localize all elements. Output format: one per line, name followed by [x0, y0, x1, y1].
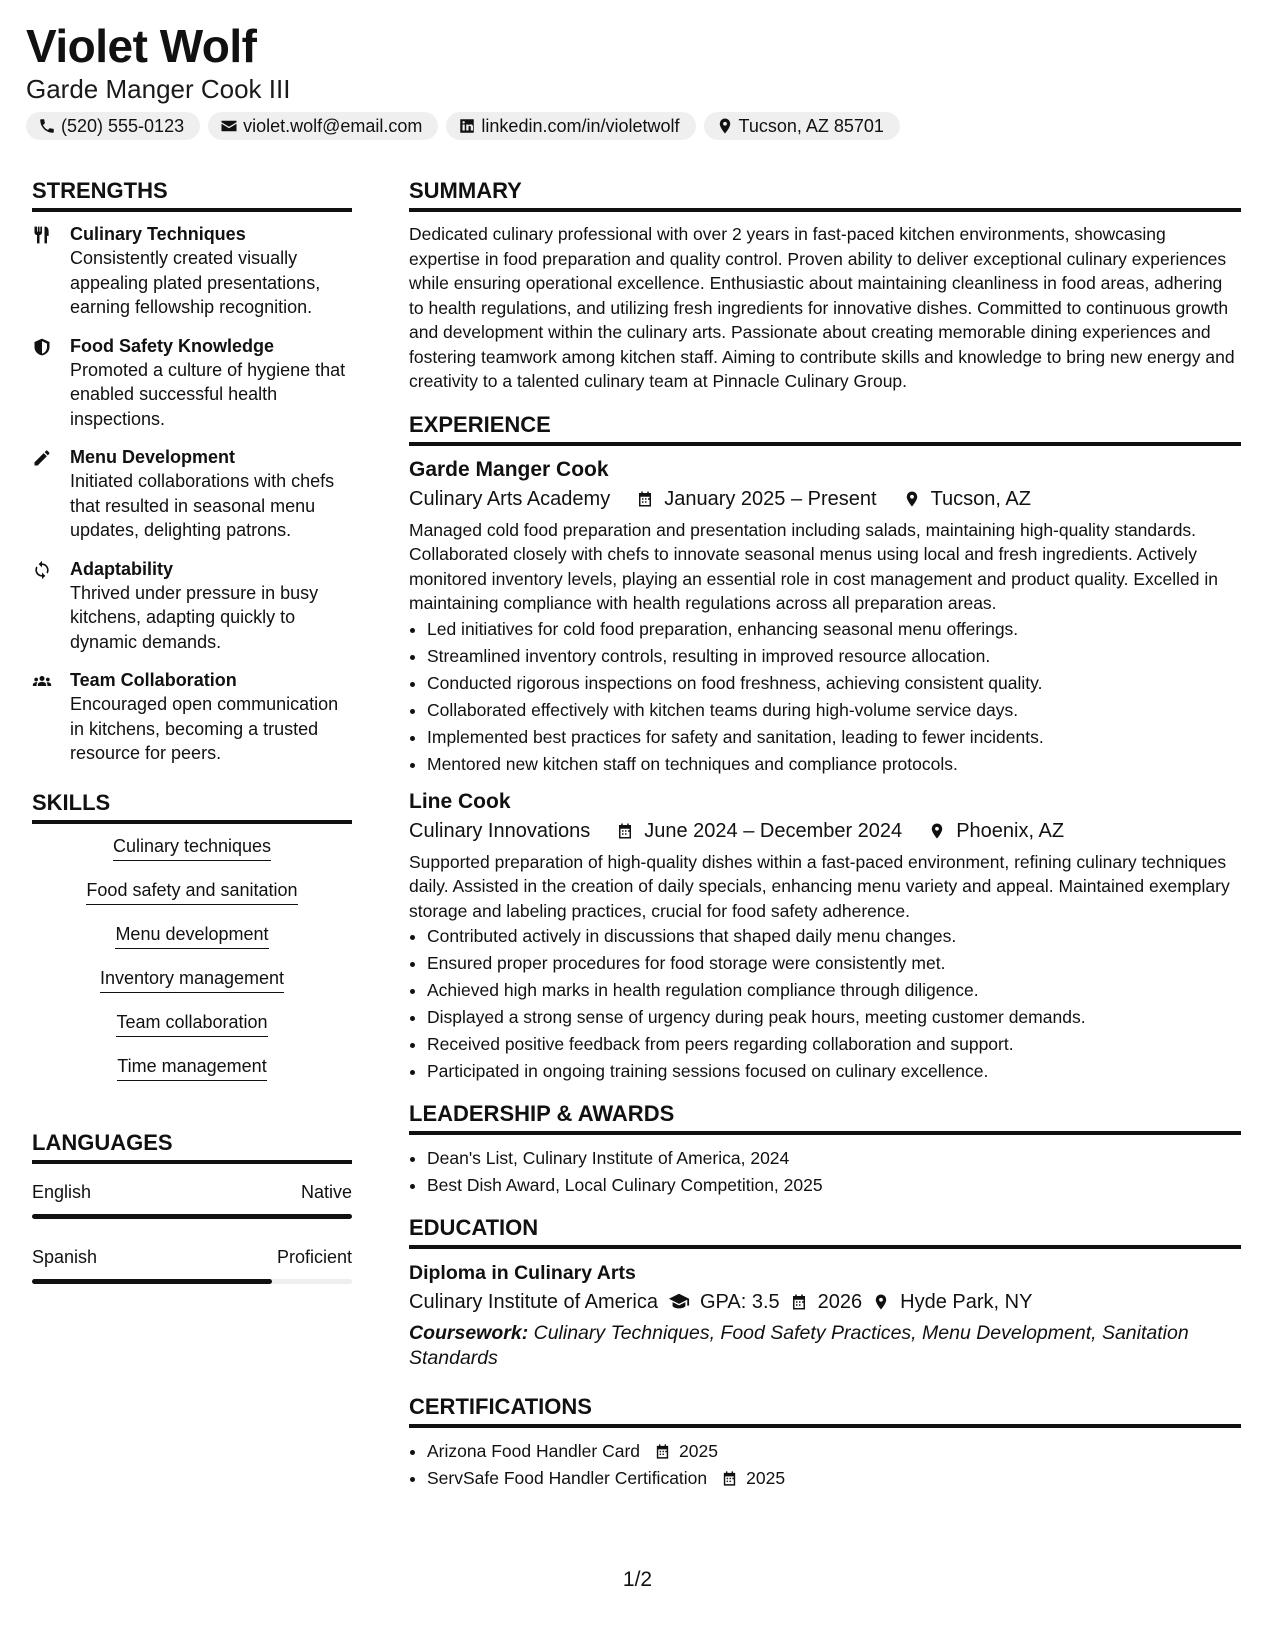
- strength-title: Menu Development: [70, 447, 236, 467]
- job-description: Supported preparation of high-quality dishes within a fast-paced environment, refining culinary techniques daily. Assisted in the creation of daily specials, enhancing menu variety and appeal. Maintained exemplary storage and labeling practices, crucial for food safety adherence.: [409, 851, 1230, 921]
- job-location: Tucson, AZ: [930, 487, 1031, 510]
- calendar-icon: [616, 822, 634, 840]
- strength-desc: Encouraged open communication in kitchens, becoming a trusted resource for peers.: [70, 694, 339, 763]
- education-entry: [409, 1259, 1241, 1370]
- summary-heading: SUMMARY: [409, 176, 1241, 212]
- cert-name: • Arizona Food Handler Card: [427, 1441, 641, 1461]
- language-level: Proficient: [276, 1246, 352, 1267]
- skills-heading: SKILLS: [32, 788, 352, 824]
- coursework: [409, 1321, 1241, 1370]
- list-item: • Received positive feedback from peers regarding collaboration and support.: [427, 1031, 1241, 1058]
- awards-list: [409, 1145, 1241, 1199]
- utensils-icon: [32, 225, 52, 245]
- contact-linkedin: [446, 112, 695, 140]
- list-item: [427, 1465, 1241, 1492]
- summary-text: Dedicated culinary professional with over 2 years in fast-paced kitchen environments, showcasing expertise in food preparation and quality control. Proven ability to deliver exceptional culinary experiences while ensuring operational excellence. Enthusiastic about maintaining cleanliness in food areas, adhering to health regulations, and utilizing fresh ingredients for innovative dishes. Committed to continuous growth and development within the culinary arts. Passionate about creating memorable dining experiences and fostering teamwork among kitchen staff. Aiming to contribute skills and knowledge to bring new energy and creativity to a talented culinary team at Pinnacle Culinary Group.: [409, 224, 1235, 391]
- left-column: [32, 176, 352, 1310]
- language-proficiency-bar: [32, 1279, 352, 1284]
- language-proficiency-fill: [32, 1279, 272, 1284]
- coursework-label: Coursework:: [409, 1322, 529, 1344]
- job-description: Managed cold food preparation and presentation including salads, maintaining high-quality standards. Collaborated closely with chefs to innovate seasonal menus using local and fresh ingredients. Actively monitored inventory levels, playing an essential role in cost management and product quality. Excelled in maintaining compliance with health regulations across all preparation areas.: [409, 519, 1219, 613]
- language-item: [32, 1245, 352, 1284]
- cert-year: 2025: [679, 1441, 718, 1461]
- list-item: • Displayed a strong sense of urgency during peak hours, meeting customer demands.: [427, 1004, 1241, 1031]
- certifications-heading: CERTIFICATIONS: [409, 1392, 1241, 1428]
- job-meta: [409, 816, 1241, 846]
- skill-tag: Food safety and sanitation: [86, 878, 297, 905]
- map-pin-icon: [716, 117, 734, 135]
- strength-item: [32, 222, 352, 320]
- shield-icon: [32, 337, 52, 357]
- calendar-icon: [636, 490, 654, 508]
- language-proficiency-bar: [32, 1214, 352, 1219]
- list-item: • Collaborated effectively with kitchen teams during high-volume service days.: [427, 697, 1241, 724]
- map-pin-icon: [928, 822, 946, 840]
- calendar-icon: [790, 1293, 808, 1311]
- calendar-icon: [721, 1470, 738, 1487]
- list-item: • Mentored new kitchen staff on techniques and compliance protocols.: [427, 751, 1241, 778]
- language-name: Spanish: [32, 1246, 98, 1267]
- phone-icon: [38, 117, 56, 135]
- experience-heading: EXPERIENCE: [409, 410, 1241, 446]
- graduation-cap-icon: [668, 1291, 690, 1313]
- contact-bar: [26, 112, 1256, 140]
- certifications-list: [409, 1438, 1241, 1492]
- job-company: Culinary Innovations: [409, 819, 591, 842]
- page-number: 1/2: [622, 1568, 653, 1591]
- skill-tag: Inventory management: [100, 966, 284, 993]
- job-title: Garde Manger Cook: [409, 457, 609, 481]
- calendar-icon: [654, 1443, 671, 1460]
- school-location: Hyde Park, NY: [900, 1291, 1033, 1313]
- language-level: Native: [300, 1181, 352, 1202]
- candidate-title: Garde Manger Cook III: [26, 74, 291, 104]
- skill-tag: Team collaboration: [116, 1010, 267, 1037]
- job-dates: June 2024 – December 2024: [644, 819, 903, 842]
- map-pin-icon: [903, 490, 921, 508]
- linkedin-icon: [458, 117, 476, 135]
- job-entry: [409, 456, 1241, 778]
- contact-location: [704, 112, 900, 140]
- list-item: • Participated in ongoing training sessions focused on culinary excellence.: [427, 1058, 1241, 1085]
- contact-phone: [26, 112, 200, 140]
- school-name: Culinary Institute of America: [409, 1291, 658, 1313]
- job-meta: [409, 484, 1241, 514]
- resume-header: [26, 18, 1256, 140]
- job-title: Line Cook: [409, 789, 511, 813]
- list-item: • Implemented best practices for safety and sanitation, leading to fewer incidents.: [427, 724, 1241, 751]
- cert-name: • ServSafe Food Handler Certification: [427, 1468, 708, 1488]
- strength-title: Food Safety Knowledge: [70, 335, 275, 356]
- strength-item: [32, 668, 352, 766]
- strength-title: Team Collaboration: [70, 670, 237, 690]
- map-pin-icon: [872, 1293, 890, 1311]
- cert-year: 2025: [746, 1468, 786, 1488]
- list-item: • Streamlined inventory controls, resulting in improved resource allocation.: [427, 643, 1241, 670]
- strengths-heading: STRENGTHS: [32, 176, 352, 212]
- skill-tag: Time management: [117, 1054, 266, 1081]
- sync-icon: [32, 560, 52, 580]
- strength-title: Adaptability: [70, 558, 174, 579]
- awards-heading: LEADERSHIP & AWARDS: [409, 1099, 1241, 1135]
- contact-linkedin-text: linkedin.com/in/violetwolf: [481, 115, 680, 136]
- strength-item: [32, 557, 352, 655]
- list-item: • Best Dish Award, Local Culinary Competition, 2025: [427, 1172, 1241, 1199]
- coursework-text: Culinary Techniques, Food Safety Practices, Menu Development, Sanitation Standards: [409, 1322, 1189, 1369]
- users-icon: [32, 671, 52, 691]
- education-meta: [409, 1287, 1241, 1317]
- graduation-year: 2026: [817, 1291, 863, 1313]
- contact-email: [208, 112, 438, 140]
- job-dates: January 2025 – Present: [664, 487, 877, 510]
- list-item: • Conducted rigorous inspections on food freshness, achieving consistent quality.: [427, 670, 1241, 697]
- contact-location-text: Tucson, AZ 85701: [738, 115, 884, 136]
- strength-item: [32, 334, 352, 432]
- language-item: [32, 1180, 352, 1219]
- degree-title: Diploma in Culinary Arts: [409, 1262, 636, 1284]
- job-bullets: [409, 616, 1241, 778]
- envelope-icon: [220, 117, 238, 135]
- contact-email-text: violet.wolf@email.com: [243, 115, 423, 136]
- list-item: • Led initiatives for cold food preparation, enhancing seasonal menu offerings.: [427, 616, 1241, 643]
- languages-heading: LANGUAGES: [32, 1128, 352, 1164]
- list-item: • Contributed actively in discussions that shaped daily menu changes.: [427, 923, 1241, 950]
- strength-item: [32, 445, 352, 543]
- education-heading: EDUCATION: [409, 1213, 1241, 1249]
- language-name: English: [32, 1181, 92, 1202]
- list-item: • Ensured proper procedures for food storage were consistently met.: [427, 950, 1241, 977]
- skill-tag: Menu development: [115, 922, 268, 949]
- language-proficiency-fill: [32, 1214, 352, 1219]
- strength-title: Culinary Techniques: [70, 224, 246, 244]
- skills-list: [32, 834, 352, 1098]
- list-item: • Achieved high marks in health regulation compliance through diligence.: [427, 977, 1241, 1004]
- job-entry: [409, 788, 1241, 1086]
- right-column: [409, 176, 1241, 1492]
- strength-desc: Initiated collaborations with chefs that resulted in seasonal menu updates, delighting patrons.: [70, 471, 335, 540]
- gpa: GPA: 3.5: [700, 1291, 780, 1313]
- strength-desc: Thrived under pressure in busy kitchens, adapting quickly to dynamic demands.: [70, 582, 319, 652]
- job-bullets: [409, 923, 1241, 1085]
- job-location: Phoenix, AZ: [956, 819, 1065, 842]
- pencil-icon: [32, 448, 52, 468]
- job-company: Culinary Arts Academy: [409, 487, 611, 510]
- list-item: • Dean's List, Culinary Institute of America, 2024: [427, 1145, 1241, 1172]
- strength-desc: Consistently created visually appealing plated presentations, earning fellowship recognition.: [70, 248, 321, 317]
- skill-tag: Culinary techniques: [113, 834, 271, 861]
- list-item: [427, 1438, 1241, 1465]
- candidate-name: Violet Wolf: [26, 20, 257, 72]
- strength-desc: Promoted a culture of hygiene that enabled successful health inspections.: [70, 359, 346, 429]
- contact-phone-text: (520) 555-0123: [61, 115, 185, 136]
